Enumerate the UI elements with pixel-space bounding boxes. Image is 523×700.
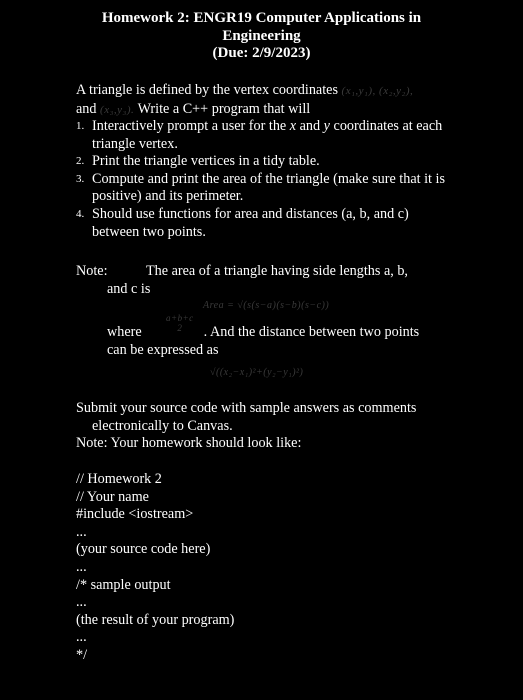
where-text: . And the distance between two points: [203, 324, 420, 340]
code-line: */: [76, 646, 88, 663]
submission-instructions: [76, 400, 516, 453]
list-item-text: Should use functions for area and distances (a, b, and c) between two points.: [92, 205, 409, 240]
code-line: ...: [76, 594, 87, 611]
vertex-coords-1: (x₁,y₁), (x₂,y₂),: [341, 85, 414, 97]
list-item-text: Compute and print the area of the triangle (make sure that it is positive) and its perimeter.: [92, 170, 445, 205]
code-line: (the result of your program): [76, 611, 235, 628]
list-item-var-x: x: [289, 118, 297, 134]
list-item-text: Interactively prompt a user for the: [92, 118, 287, 134]
code-line: // Your name: [76, 488, 149, 505]
intro-line-2: [76, 101, 516, 120]
semiperimeter-numerator: a+b+c: [166, 313, 194, 323]
code-line: // Homework 2: [76, 471, 162, 487]
where-line-1: [107, 324, 467, 342]
intro-text-1: A triangle is defined by the vertex coordinates: [76, 82, 338, 98]
list-item-text: and: [299, 118, 321, 134]
where-line-2: can be expressed as: [107, 341, 219, 358]
code-line: ...: [76, 629, 87, 646]
note-text-continued: and c is: [107, 280, 151, 297]
semiperimeter-denominator: 2: [177, 323, 183, 333]
list-item: [76, 118, 456, 153]
code-line: ...: [76, 558, 87, 575]
list-item-text: coordinates at each triangle vertex.: [92, 118, 443, 152]
submit-line-1: Submit your source code with sample answers as comments: [76, 400, 417, 416]
title-line-1: Homework 2: ENGR19 Computer Applications in: [101, 10, 422, 26]
area-formula: Area = √(s(s−a)(s−b)(s−c)): [203, 300, 330, 311]
list-item: [76, 153, 456, 171]
list-item-number: 3.: [76, 172, 85, 185]
code-line: (your source code here): [76, 541, 211, 558]
list-item: [76, 206, 456, 241]
requirements-list: [76, 118, 456, 241]
list-item: [76, 171, 456, 206]
where-paragraph: [107, 324, 467, 359]
intro-line-1: [76, 82, 516, 101]
submit-line-3: Note: Your homework should look like:: [76, 435, 302, 452]
title-line-2: Engineering: [222, 27, 301, 44]
submit-line-2: electronically to Canvas.: [92, 417, 233, 434]
intro-text-2: Write a C++ program that will: [137, 100, 311, 117]
list-item-var-y: y: [323, 118, 330, 134]
code-line: ...: [76, 523, 87, 540]
document-title: [0, 10, 523, 63]
intro-and: and: [76, 100, 97, 117]
note-label: Note:: [76, 263, 108, 279]
intro-paragraph: [76, 82, 516, 119]
note-text: The area of a triangle having side lengths a, b,: [146, 263, 408, 279]
list-item-number: 1.: [76, 120, 85, 132]
code-line: /* sample output: [76, 576, 171, 593]
where-word: where: [107, 324, 142, 340]
code-template: [76, 471, 516, 665]
distance-formula: √((x₂−x₁)²+(y₂−y₁)²): [210, 367, 304, 378]
code-line: #include <iostream>: [76, 506, 194, 523]
list-item-number: 2.: [76, 155, 85, 168]
title-line-3: (Due: 2/9/2023): [212, 45, 311, 61]
list-item-number: 4.: [76, 207, 85, 220]
list-item-text: Print the triangle vertices in a tidy table.: [92, 153, 320, 170]
vertex-coords-2: (x₃,y₃).: [100, 103, 135, 116]
